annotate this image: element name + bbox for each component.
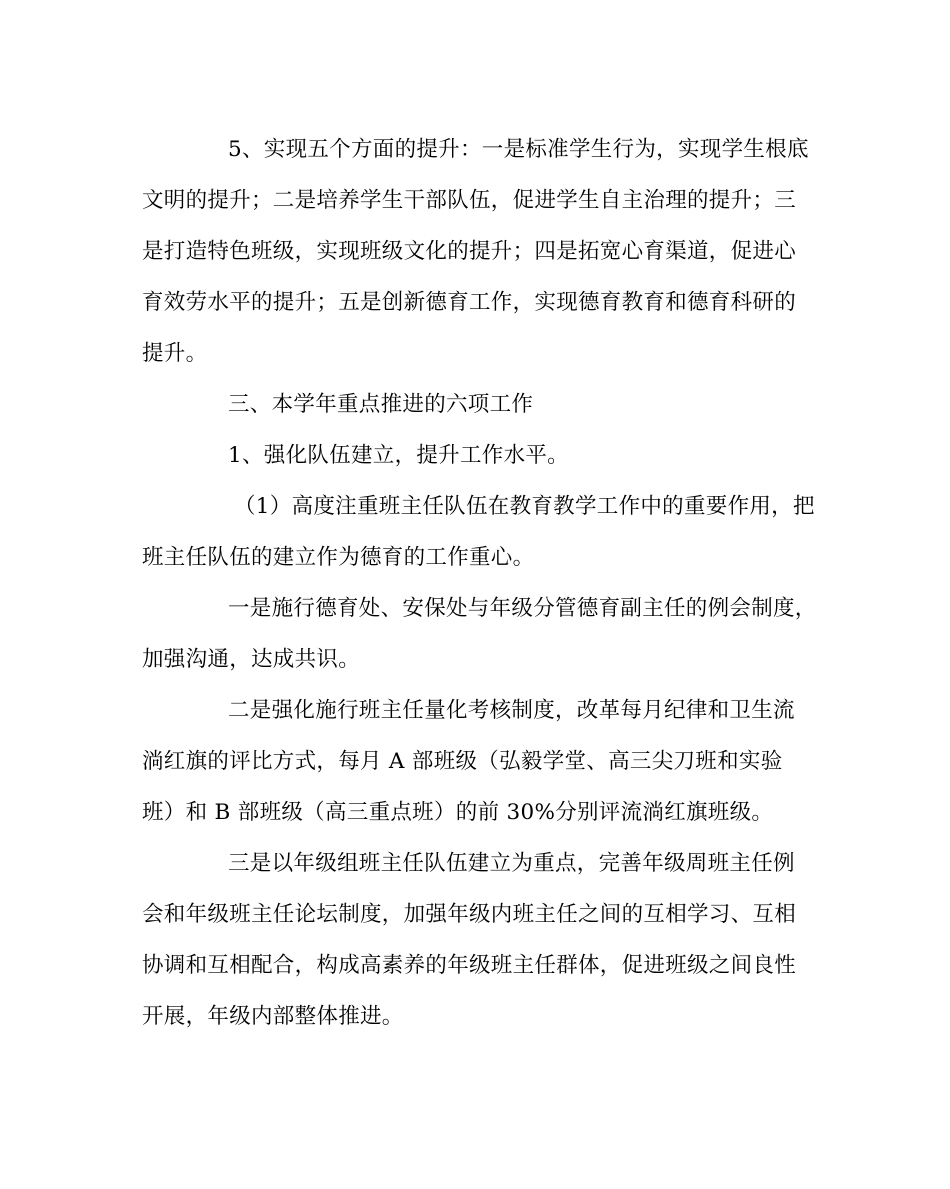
paragraph-line: 加强沟通，达成共识。 [142, 647, 361, 672]
paragraph-line: 三是以年级组班主任队伍建立为重点，完善年级周班主任例 [228, 851, 795, 876]
paragraph-line: 提升。 [142, 341, 208, 366]
paragraph-line: 淌红旗的评比方式，每月 A 部班级（弘毅学堂、高三尖刀班和实验 [142, 749, 783, 774]
paragraph-line: 会和年级班主任论坛制度，加强年级内班主任之间的互相学习、互相 [142, 902, 797, 927]
paragraph-line: 5、实现五个方面的提升：一是标准学生行为，实现学生根底 [228, 137, 809, 162]
section-heading: 三、本学年重点推进的六项工作 [228, 392, 534, 417]
paragraph-line: （1）高度注重班主任队伍在教育教学工作中的重要作用，把 [234, 494, 815, 519]
paragraph-line: 二是强化施行班主任量化考核制度，改革每月纪律和卫生流 [228, 698, 795, 723]
paragraph-line: 文明的提升；二是培养学生干部队伍，促进学生自主治理的提升；三 [142, 188, 797, 213]
paragraph-line: 一是施行德育处、安保处与年级分管德育副主任的例会制度， [228, 596, 817, 621]
paragraph-line: 协调和互相配合，构成高素养的年级班主任群体，促进班级之间良性 [142, 953, 797, 978]
subsection-heading: 1、强化队伍建立，提升工作水平。 [228, 443, 569, 468]
paragraph-line: 班主任队伍的建立作为德育的工作重心。 [142, 545, 535, 570]
paragraph-line: 是打造特色班级，实现班级文化的提升；四是拓宽心育渠道，促进心 [142, 239, 797, 264]
paragraph-line: 开展，年级内部整体推进。 [142, 1004, 404, 1029]
paragraph-line: 班）和 B 部班级（高三重点班）的前 30%分别评流淌红旗班级。 [142, 800, 774, 825]
paragraph-line: 育效劳水平的提升；五是创新德育工作，实现德育教育和德育科研的 [142, 290, 797, 315]
